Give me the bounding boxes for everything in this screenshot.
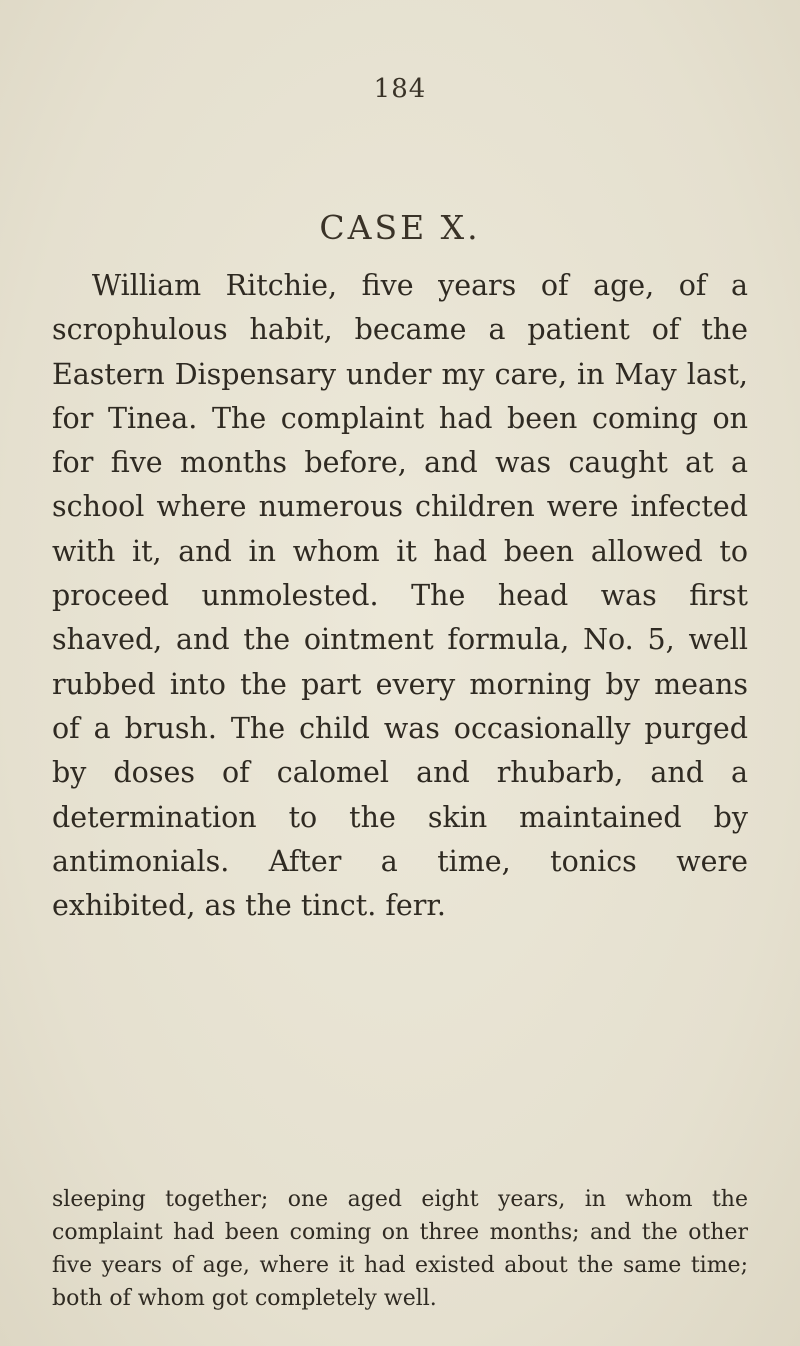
continuation-paragraph: sleeping together; one aged eight years, in whom the complaint had been coming on three months; and the other five years of age, where it had existed about the same time; both of whom got completely well. [52,1187,748,1311]
case-paragraph: William Ritchie, five years of age, of a scrophulous habit, became a patient of the Eastern Dispensary under my care, in May last, for Tinea. The complaint had been coming on for five months before, and was caught at a school where numerous children were infected with it, and in whom it had been allowed to proceed unmolested. The head was first shaved, and the ointment formula, No. 5, well rubbed into the part every morning by means of a brush. The child was occasionally purged by doses of calomel and rhubarb, and a determination to the skin maintained by antimonials. After a time, tonics were exhibited, as the tinct. ferr. [52,269,748,923]
page-number: 184 [373,74,427,104]
case-heading: CASE X. [319,208,481,247]
